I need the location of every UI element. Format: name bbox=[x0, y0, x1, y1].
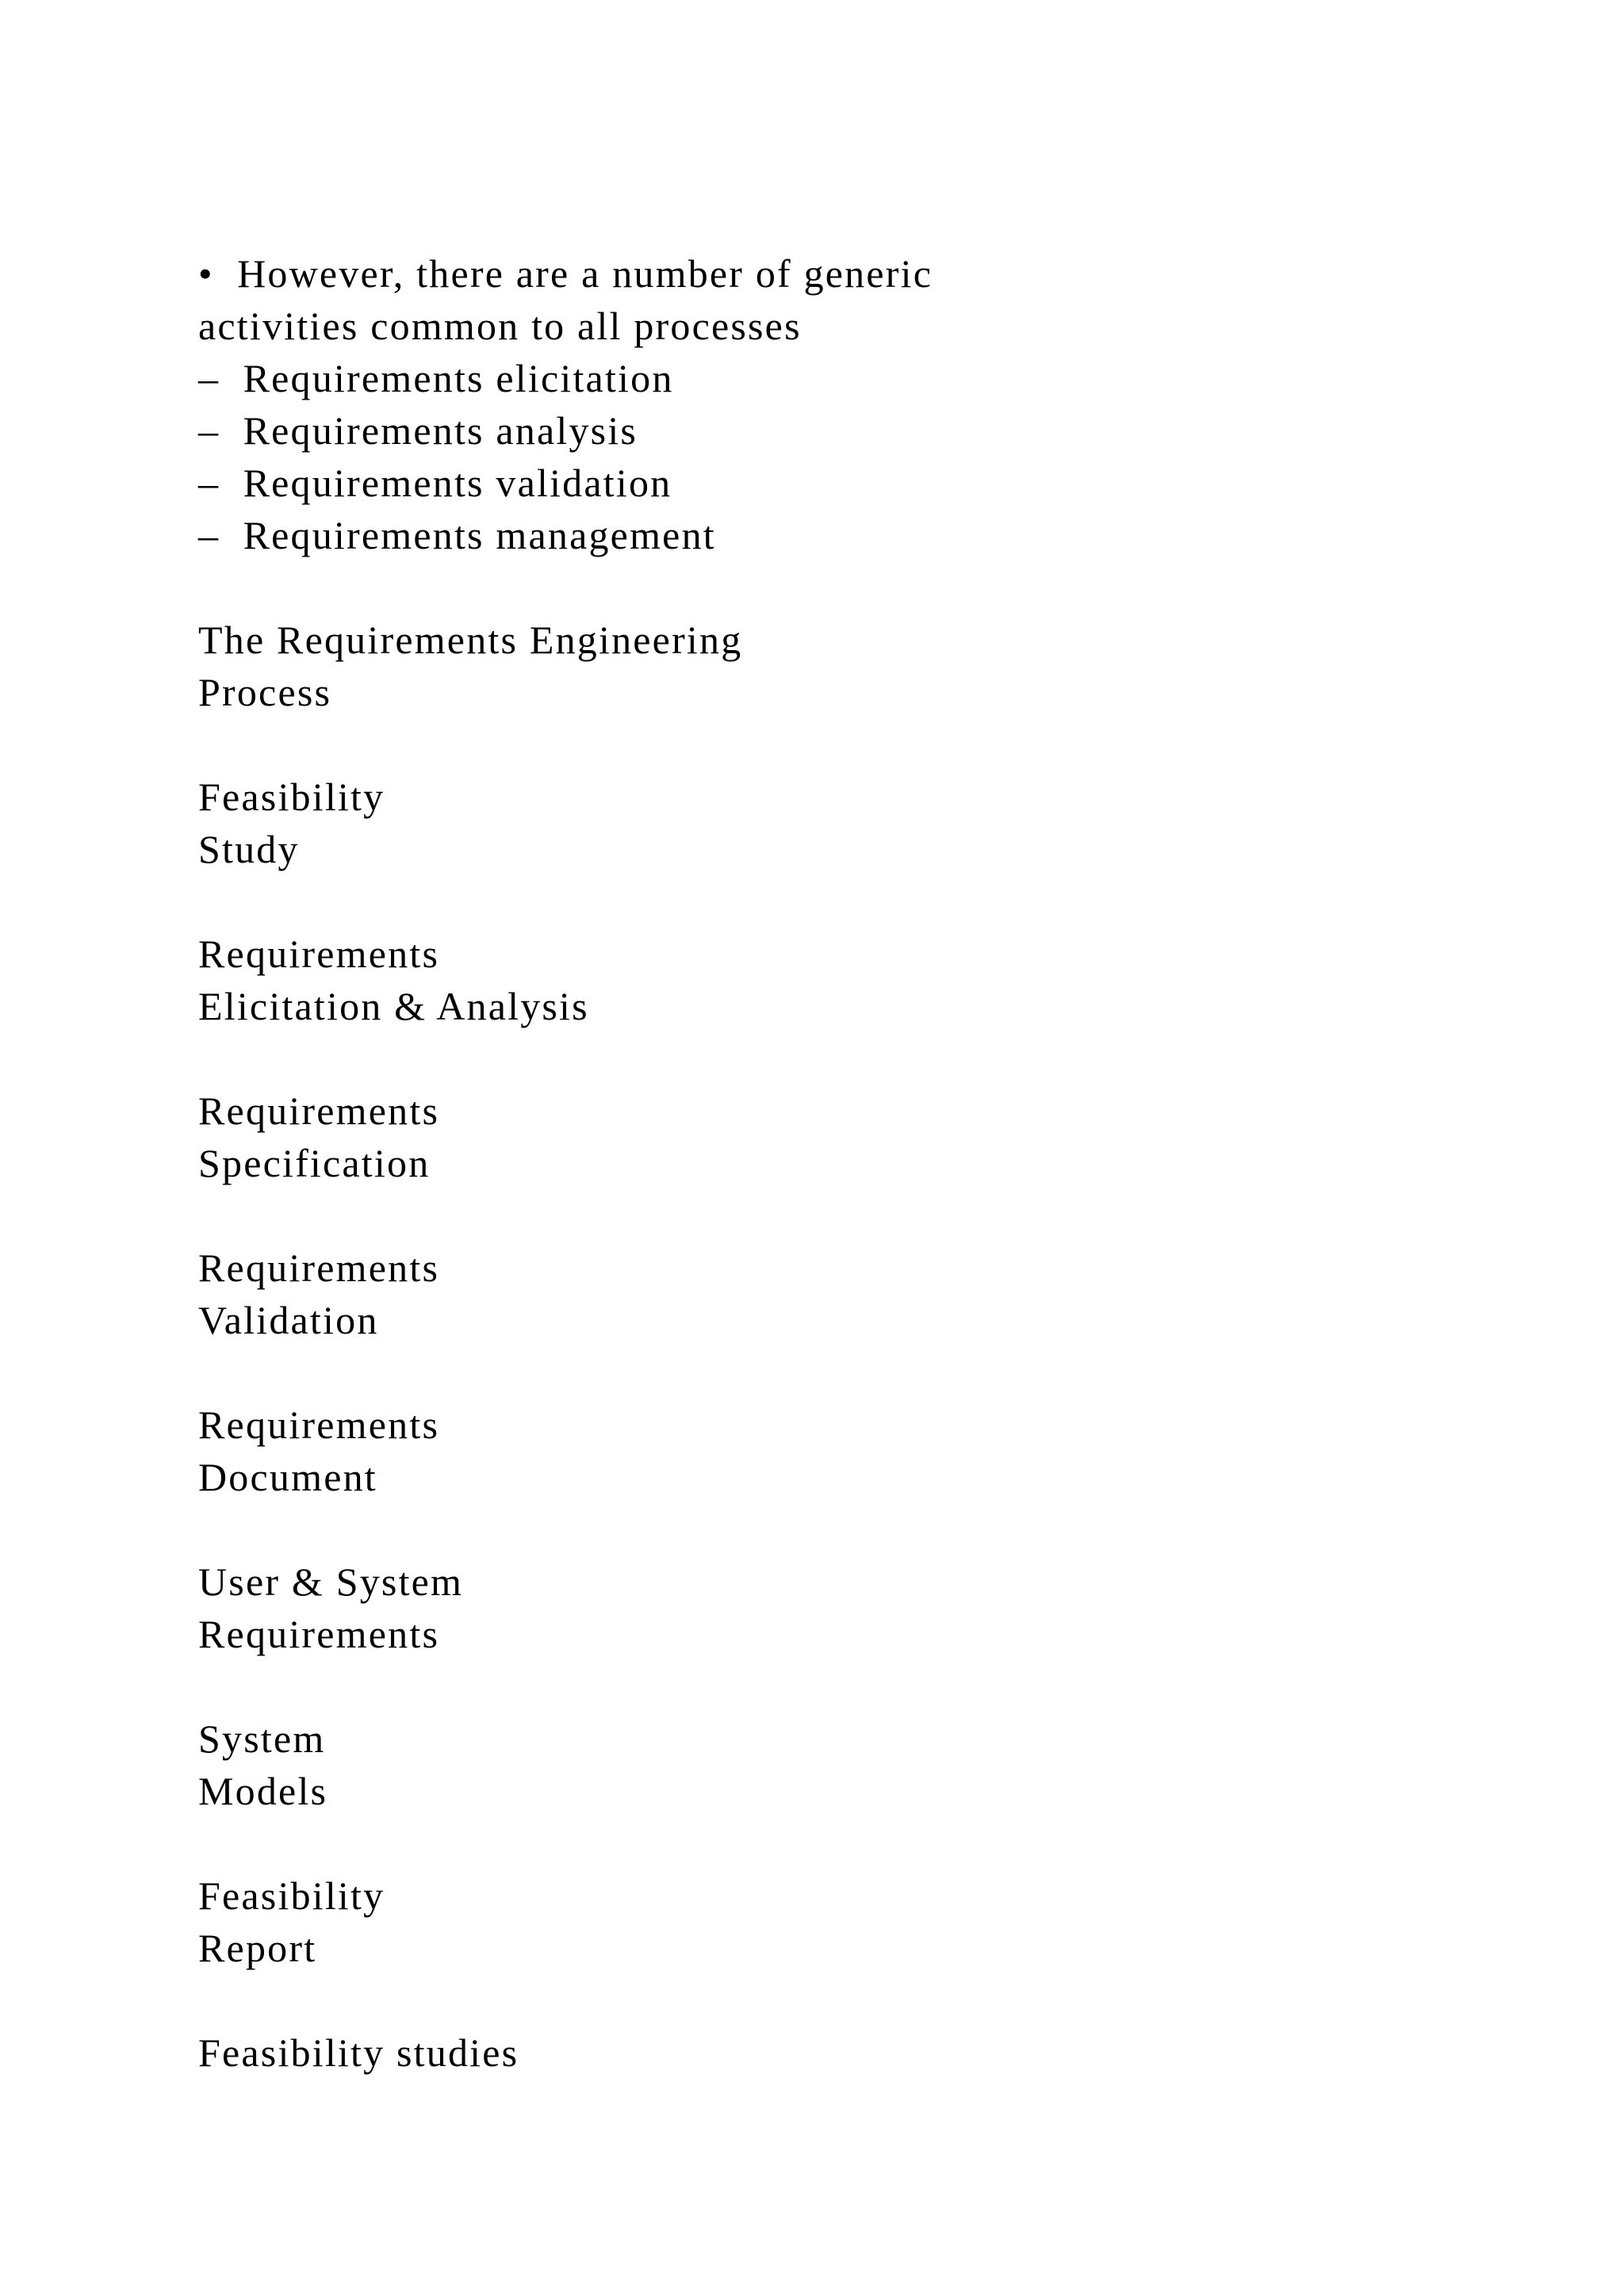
spacer bbox=[198, 875, 1546, 928]
spacer bbox=[198, 1974, 1546, 2026]
label-line-1: System bbox=[198, 1716, 326, 1761]
section-title-line-1: The Requirements Engineering bbox=[198, 618, 743, 662]
closing-heading: Feasibility studies bbox=[198, 2030, 519, 2075]
label-line-1: Requirements bbox=[198, 1089, 440, 1133]
activity-item: – Requirements analysis bbox=[198, 408, 638, 453]
label-line-2: Report bbox=[198, 1926, 317, 1970]
bullet-intro-line-2: activities common to all processes bbox=[198, 304, 802, 348]
label-line-2: Study bbox=[198, 827, 300, 871]
spacer bbox=[198, 1660, 1546, 1712]
activity-item: – Requirements validation bbox=[198, 461, 672, 505]
label-line-2: Validation bbox=[198, 1298, 379, 1342]
spacer bbox=[198, 718, 1546, 771]
spacer bbox=[198, 561, 1546, 614]
section-title-line-2: Process bbox=[198, 670, 332, 714]
label-line-2: Models bbox=[198, 1769, 328, 1813]
activity-item: – Requirements elicitation bbox=[198, 356, 674, 400]
spacer bbox=[198, 1817, 1546, 1869]
spacer bbox=[198, 1346, 1546, 1399]
label-line-2: Specification bbox=[198, 1141, 431, 1185]
document-text bbox=[198, 247, 1546, 2079]
label-line-1: Requirements bbox=[198, 932, 440, 976]
spacer bbox=[198, 1189, 1546, 1242]
label-line-2: Document bbox=[198, 1455, 377, 1499]
label-line-1: Feasibility bbox=[198, 1873, 385, 1918]
label-line-1: User & System bbox=[198, 1559, 464, 1604]
spacer bbox=[198, 1503, 1546, 1556]
activity-item: – Requirements management bbox=[198, 513, 716, 557]
label-line-2: Elicitation & Analysis bbox=[198, 984, 589, 1028]
spacer bbox=[198, 1032, 1546, 1085]
label-line-1: Requirements bbox=[198, 1402, 440, 1447]
bullet-intro-line-1: • However, there are a number of generic bbox=[198, 251, 933, 296]
label-line-1: Requirements bbox=[198, 1246, 440, 1290]
label-line-2: Requirements bbox=[198, 1612, 440, 1656]
label-line-1: Feasibility bbox=[198, 775, 385, 819]
